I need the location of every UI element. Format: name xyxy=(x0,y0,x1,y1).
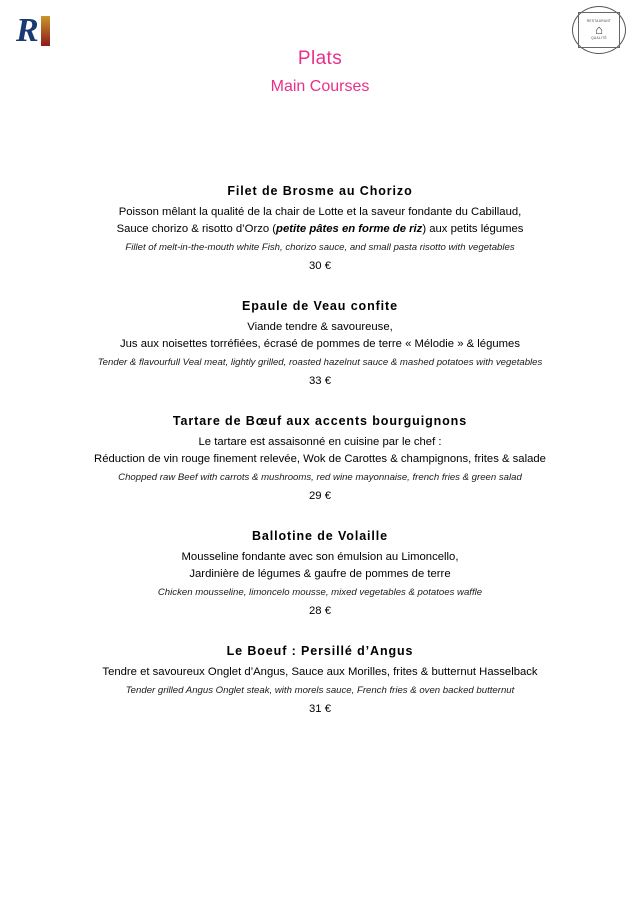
house-icon: ⌂ xyxy=(595,22,603,37)
dish-list xyxy=(0,184,640,715)
logo-letter: R xyxy=(16,12,39,49)
dish-description-english: Fillet of melt-in-the-mouth white Fish, chorizo sauce, and small pasta risotto with vegetables xyxy=(125,242,515,253)
seal-inner-frame xyxy=(578,12,620,48)
dish-description-english: Chicken mousseline, limoncelo mousse, mixed vegetables & potatoes waffle xyxy=(157,587,483,598)
dish-price: 33 € xyxy=(309,375,331,387)
dish-price: 29 € xyxy=(309,490,331,502)
quality-seal-logo xyxy=(572,6,626,54)
dish-price: 31 € xyxy=(309,703,331,715)
dish-description-line: Viande tendre & savoureuse, xyxy=(247,321,393,333)
dish-description-part: Sauce chorizo & risotto d’Orzo ( xyxy=(116,223,277,235)
page-subtitle: Main Courses xyxy=(270,78,370,95)
dish-item xyxy=(0,529,640,617)
dish-description-line xyxy=(0,566,640,583)
dish-description-line: Mousseline fondante avec son émulsion au Limoncello, xyxy=(181,551,459,563)
dish-item xyxy=(0,299,640,387)
page-header xyxy=(0,0,640,96)
dish-price: 28 € xyxy=(309,605,331,617)
dish-description-english: Tender & flavourfull Veal meat, lightly grilled, roasted hazelnut sauce & mashed potatoes with vegetables xyxy=(97,357,543,368)
dish-description-line: Poisson mêlant la qualité de la chair de Lotte et la saveur fondante du Cabillaud, xyxy=(118,206,522,218)
dish-description-part: Jus aux noisettes torréfiées, écrasé de pommes de terre « Mélodie » & légumes xyxy=(120,338,520,350)
dish-description-line xyxy=(0,451,640,468)
dish-description-english: Tender grilled Angus Onglet steak, with morels sauce, French fries & oven backed butternut xyxy=(125,685,515,696)
dish-name: Epaule de Veau confite xyxy=(242,299,398,313)
dish-item xyxy=(0,184,640,272)
dish-item xyxy=(0,644,640,715)
restaurant-logo-left xyxy=(12,10,56,52)
dish-description-line: Le tartare est assaisonné en cuisine par le chef : xyxy=(198,436,442,448)
dish-description-line xyxy=(0,221,640,238)
dish-item xyxy=(0,414,640,502)
dish-description-english: Chopped raw Beef with carrots & mushrooms, red wine mayonnaise, french fries & green salad xyxy=(118,472,522,483)
dish-description-part: Réduction de vin rouge finement relevée, Wok de Carottes & champignons, frites & salade xyxy=(94,453,546,465)
seal-bottom-text: QUALITÉ xyxy=(591,36,607,40)
dish-description-line: Tendre et savoureux Onglet d’Angus, Sauce aux Morilles, frites & butternut Hasselback xyxy=(102,666,538,678)
dish-description-part: ) aux petits légumes xyxy=(422,223,524,235)
dish-description-line xyxy=(0,336,640,353)
dish-name: Ballotine de Volaille xyxy=(251,529,389,543)
seal-top-text: RESTAURANT xyxy=(586,19,612,23)
logo-accent-bar xyxy=(41,16,50,46)
page-title: Plats xyxy=(297,48,343,69)
dish-description-emphasis: petite pâtes en forme de riz xyxy=(276,223,423,235)
dish-description-part: Jardinière de légumes & gaufre de pommes de terre xyxy=(189,568,451,580)
dish-price: 30 € xyxy=(309,260,331,272)
dish-name: Filet de Brosme au Chorizo xyxy=(227,184,413,198)
dish-name: Le Boeuf : Persillé d’Angus xyxy=(226,644,414,658)
dish-name: Tartare de Bœuf aux accents bourguignons xyxy=(172,414,468,428)
